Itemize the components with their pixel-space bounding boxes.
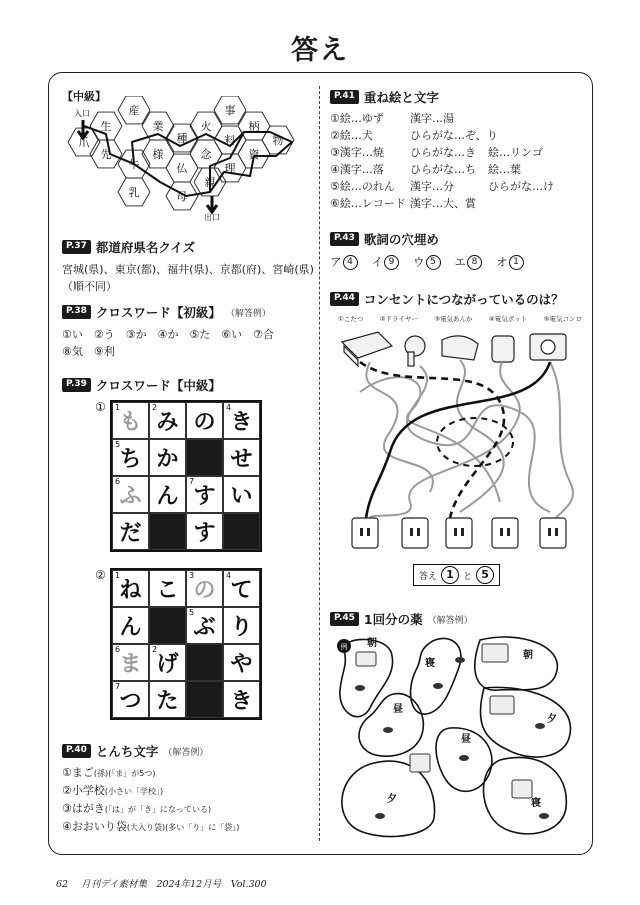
crossword-cell	[149, 476, 186, 513]
cell-char: か	[156, 447, 179, 472]
outlet-icon	[492, 518, 518, 548]
cell-char: す	[193, 521, 216, 546]
p45-title: 1回分の薬	[363, 612, 423, 627]
p38-title: クロスワード【初級】	[95, 305, 221, 320]
crossword-cell	[186, 402, 223, 439]
p38-answer-2: ⑧気 ⑨利	[62, 345, 115, 358]
cell-char: も	[119, 410, 142, 435]
answer-b: 5	[476, 566, 494, 584]
p41-row-3: ③漢字…焼 ひらがな…き 絵…リンゴ	[330, 146, 543, 159]
crossword-cell	[149, 439, 186, 476]
crossword-cell	[149, 681, 186, 718]
hex-label: 火	[200, 120, 212, 133]
exit-label: 出口	[204, 213, 220, 222]
hex-label: 種	[176, 132, 188, 145]
crossword-cell	[149, 644, 186, 681]
crossword-1	[110, 400, 262, 552]
crossword-cell	[186, 607, 223, 644]
cell-char: の	[193, 578, 216, 603]
crossword-cell	[223, 644, 260, 681]
cell-number: 1	[115, 571, 121, 580]
p43-section	[330, 230, 524, 270]
cell-char: ち	[119, 447, 142, 472]
p41-row-2: ②絵…犬 ひらがな…ぞ、り	[330, 129, 498, 142]
crossword-cell	[112, 513, 149, 550]
p38-section	[62, 303, 274, 360]
cell-char: き	[230, 410, 253, 435]
black-cell	[186, 681, 223, 718]
p41-row-1: ①絵…ゆず 漢字…湯	[330, 112, 454, 125]
hex-label: 業	[152, 120, 164, 133]
hex-label: 生	[100, 120, 112, 133]
crossword-cell	[223, 570, 260, 607]
hex-label: 親	[204, 176, 216, 189]
cell-char: つ	[119, 689, 142, 714]
med-label: 朝	[367, 638, 377, 649]
device-label: ③電気あんか	[434, 315, 473, 323]
crossword-cell	[223, 439, 260, 476]
cell-char: み	[156, 410, 179, 435]
med-label: 朝	[523, 650, 533, 661]
crossword-cell	[149, 570, 186, 607]
black-cell	[186, 439, 223, 476]
cell-char: の	[193, 410, 216, 435]
entrance-label: 入口	[74, 109, 90, 118]
cell-number: 3	[189, 571, 195, 580]
p41-title: 重ね絵と文字	[363, 90, 439, 105]
p40-badge: P.40	[62, 744, 91, 758]
p41-section	[330, 88, 558, 212]
stove-burner-icon	[541, 340, 555, 354]
group-2	[411, 638, 461, 714]
crossword-cell	[149, 402, 186, 439]
outlet-icon	[540, 518, 566, 548]
cell-number: 2	[152, 403, 158, 412]
medicine-groups	[330, 630, 588, 846]
p43-badge: P.43	[330, 232, 359, 246]
hex-label: 事	[224, 104, 236, 117]
cell-number: 6	[115, 645, 121, 654]
p40-item-3: ③はがき(「は」が「き」になっている)	[62, 802, 212, 815]
puzzle2-label: ②	[95, 568, 106, 582]
black-cell	[149, 607, 186, 644]
cell-char: せ	[230, 447, 253, 472]
hex-label: 乳	[128, 186, 140, 199]
hex-label: 先	[100, 148, 112, 161]
outlet-icon	[446, 518, 472, 548]
p38-badge: P.38	[62, 305, 91, 319]
cell-char: ね	[119, 578, 142, 603]
med-label: 夕	[547, 714, 557, 725]
crossword-cell	[112, 439, 149, 476]
device-label: ⑤電気コンロ	[543, 315, 582, 323]
p40-item-1: ①まご(孫)(「ま」が5つ)	[62, 766, 156, 779]
device-label: ①こたつ	[338, 315, 364, 323]
cell-number: 4	[226, 571, 232, 580]
cell-char: い	[230, 484, 253, 509]
cell-number: 5	[115, 440, 121, 449]
p37-answer: 宮城(県)、東京(都)、福井(県)、京都(府)、宮崎(県)	[62, 263, 314, 276]
page-title: 答え	[291, 35, 349, 66]
p40-item-4: ④おおいり袋(大入り袋)(多い「り」に「袋」)	[62, 820, 240, 833]
cell-number: 6	[115, 477, 121, 486]
p43-title: 歌詞の穴埋め	[363, 232, 439, 247]
cell-char: ま	[119, 652, 142, 677]
cable-maze	[330, 322, 590, 552]
p38-note: （解答例）	[225, 308, 271, 319]
chukyu-label: 【中級】	[62, 90, 106, 103]
entrance-arrow	[78, 120, 88, 138]
crossword-cell	[223, 607, 260, 644]
hex-label: 料	[224, 134, 236, 147]
hex-label: 様	[152, 148, 164, 161]
cell-char: ん	[156, 484, 179, 509]
hex-label: 理	[224, 162, 236, 175]
heater-icon	[442, 336, 478, 360]
crossword-cell	[186, 513, 223, 550]
cell-char: た	[156, 689, 179, 714]
crossword-cell	[223, 402, 260, 439]
p41-row-6: ⑥絵…レコード 漢字…大、賞	[330, 197, 476, 210]
crossword-cell	[112, 476, 149, 513]
footer	[56, 876, 277, 890]
hex-label: 仏	[176, 162, 188, 175]
p41-row-5: ⑤絵…のれん 漢字…分 ひらがな…け	[330, 180, 554, 193]
device-label: ②ドライヤー	[379, 315, 418, 323]
p41-badge: P.41	[330, 90, 359, 104]
p37-badge: P.37	[62, 240, 91, 254]
cell-char: ん	[119, 615, 142, 640]
outlet-icon	[352, 518, 378, 548]
p39-badge: P.39	[62, 378, 91, 392]
device-label: ④電気ポット	[488, 315, 528, 323]
puzzle1-label: ①	[95, 400, 106, 414]
cell-number: 1	[115, 403, 121, 412]
cell-char: り	[230, 615, 253, 640]
cell-char: げ	[156, 652, 179, 677]
p45-badge: P.45	[330, 612, 359, 626]
cell-number: 5	[189, 608, 195, 617]
p40-title: とんち文字	[95, 744, 159, 759]
cell-char: だ	[119, 521, 142, 546]
page-number: 62	[56, 879, 69, 890]
cell-char: や	[230, 652, 253, 677]
p44-badge: P.44	[330, 292, 359, 306]
cell-number: 4	[226, 403, 232, 412]
p37-section	[62, 238, 314, 295]
p41-row-4: ④漢字…落 ひらがな…ち 絵…葉	[330, 163, 521, 176]
cell-char: き	[230, 689, 253, 714]
cell-char: す	[193, 484, 216, 509]
answer-conj: と	[463, 571, 473, 582]
hex-label: 柄	[248, 120, 260, 133]
p39-title: クロスワード【中級】	[95, 378, 221, 393]
hex-label: 牛	[128, 158, 140, 171]
answer-label: 答え	[418, 571, 437, 582]
dryer-handle-icon	[408, 352, 414, 366]
cell-char: ふ	[119, 484, 142, 509]
p45-note: （解答例）	[427, 615, 473, 626]
p44-answer-box	[413, 564, 500, 586]
p45-section	[330, 610, 473, 628]
med-label: 昼	[393, 704, 403, 715]
p37-title: 都道府県名クイズ	[95, 240, 196, 255]
p38-answer-1: ①い ②う ③か ④か ⑤た ⑥い ⑦合	[62, 328, 275, 341]
med-label: 夕	[387, 794, 397, 805]
p39-section	[62, 376, 221, 394]
outlet-icon	[402, 518, 428, 548]
crossword-cell	[223, 476, 260, 513]
cell-char: ぶ	[193, 615, 216, 640]
magazine-info: 月刊デイ素材集 2024年12月号 Vol.300	[81, 879, 267, 890]
crossword-cell	[112, 681, 149, 718]
hex-label: 産	[128, 104, 140, 117]
crossword-cell	[112, 402, 149, 439]
black-cell	[223, 513, 260, 550]
med-label: 寝	[531, 798, 541, 809]
p40-section	[62, 742, 239, 836]
crossword-2	[110, 568, 262, 720]
p44-title: コンセントにつながっているのは？	[363, 292, 564, 307]
med-label: 昼	[461, 734, 471, 745]
cell-char: こ	[156, 578, 179, 603]
cell-number: 7	[115, 682, 121, 691]
hex-label: 念	[200, 148, 212, 161]
example-badge: 例	[340, 643, 348, 651]
answer-a: 1	[441, 566, 459, 584]
cell-char: て	[230, 578, 253, 603]
cell-number: 2	[152, 645, 158, 654]
med-label: 寝	[425, 658, 435, 669]
exit-arrow	[207, 196, 217, 212]
crossword-cell	[223, 681, 260, 718]
p43-answers: ア 4 イ 9 ウ 5 エ 8 オ 1	[330, 254, 524, 270]
hex-label: 爪	[78, 136, 90, 149]
crossword-cell	[112, 644, 149, 681]
crossword-cell	[112, 570, 149, 607]
p37-note: （順不同）	[62, 280, 117, 293]
black-cell	[186, 644, 223, 681]
hex-label: 母	[176, 190, 188, 203]
pot-icon	[492, 336, 514, 362]
crossword-cell	[186, 570, 223, 607]
hex-label: 物	[272, 134, 284, 147]
crossword-cell	[112, 607, 149, 644]
cell-number: 7	[189, 477, 195, 486]
p44-section	[330, 290, 564, 308]
black-cell	[149, 513, 186, 550]
group-4	[359, 694, 423, 757]
hex-label: 資	[248, 148, 260, 161]
hex-maze	[60, 96, 310, 226]
crossword-cell	[186, 476, 223, 513]
p40-item-2: ②小学校(小さい「学校」)	[62, 784, 164, 797]
p40-note: （解答例）	[163, 747, 209, 758]
column-divider	[319, 86, 320, 841]
